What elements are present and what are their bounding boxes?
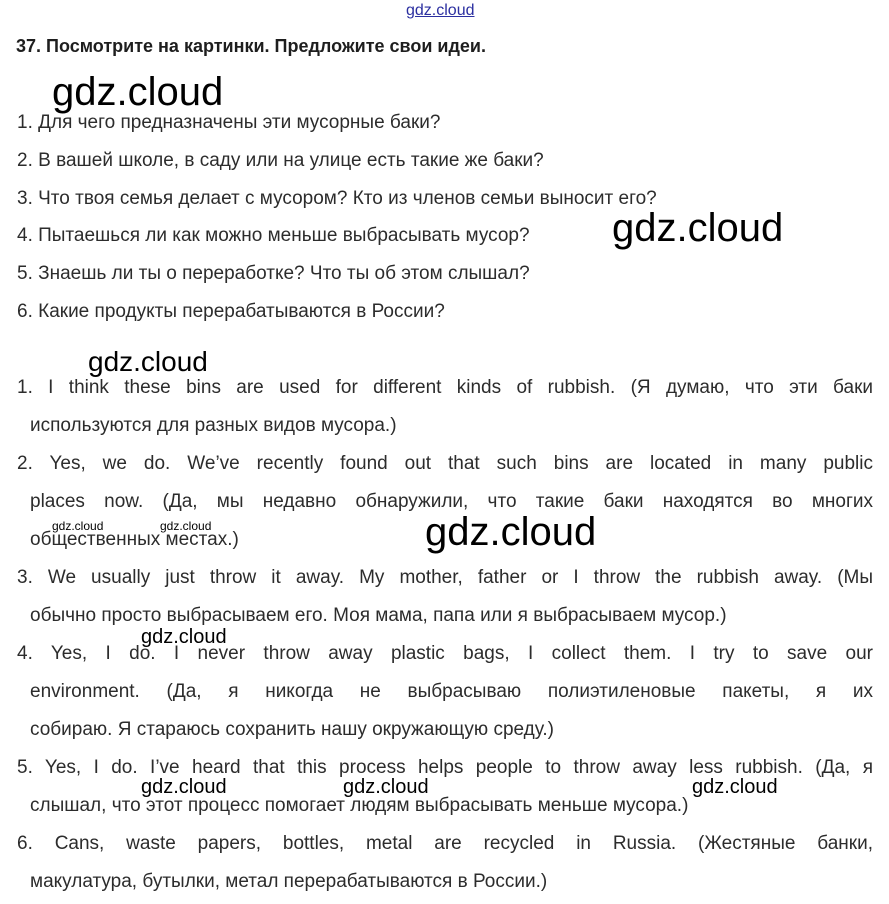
answer-2-line-1: 2. Yes, we do. We’ve recently found out that such bins are located in many public (17, 453, 873, 474)
question-4: 4. Пытаешься ли как можно меньше выбрасывать мусор? (17, 225, 530, 246)
answer-3-line-1: 3. We usually just throw it away. My mother, father or I throw the rubbish away. (Мы (17, 567, 873, 588)
watermark: gdz.cloud (160, 519, 212, 533)
answer-6-line-1: 6. Cans, waste papers, bottles, metal are recycled in Russia. (Жестяные банки, (17, 833, 873, 854)
watermark: gdz.cloud (141, 626, 227, 648)
answer-4-line-3: собираю. Я стараюсь сохранить нашу окружающую среду.) (30, 719, 554, 740)
watermark: gdz.cloud (141, 776, 227, 798)
watermark: gdz.cloud (612, 206, 784, 250)
task-title: 37. Посмотрите на картинки. Предложите свои идеи. (16, 36, 486, 56)
watermark: gdz.cloud (692, 776, 778, 798)
answer-3-line-2: обычно просто выбрасываем его. Моя мама, папа или я выбрасываем мусор.) (30, 605, 727, 626)
question-5: 5. Знаешь ли ты о переработке? Что ты об этом слышал? (17, 263, 530, 284)
answer-5-line-2: слышал, что этот процесс помогает людям выбрасывать меньше мусора.) (30, 795, 689, 816)
answer-1-line-2: используются для разных видов мусора.) (30, 415, 397, 436)
question-3: 3. Что твоя семья делает с мусором? Кто из членов семьи выносит его? (17, 188, 657, 209)
answer-4-line-2: environment. (Да, я никогда не выбрасываю полиэтиленовые пакеты, я их (30, 681, 873, 702)
watermark: gdz.cloud (52, 70, 224, 114)
question-6: 6. Какие продукты перерабатываются в России? (17, 301, 445, 322)
watermark: gdz.cloud (52, 519, 104, 533)
answer-4-line-1: 4. Yes, I do. I never throw away plastic bags, I collect them. I try to save our (17, 643, 873, 664)
question-2: 2. В вашей школе, в саду или на улице есть такие же баки? (17, 150, 544, 171)
watermark: gdz.cloud (343, 776, 429, 798)
answer-2-line-2: places now. (Да, мы недавно обнаружили, что такие баки находятся во многих (30, 491, 873, 512)
watermark: gdz.cloud (425, 510, 597, 554)
site-label-link[interactable]: gdz.cloud (406, 2, 475, 19)
answer-5-line-1: 5. Yes, I do. I’ve heard that this process helps people to throw away less rubbish. (Да, я (17, 757, 873, 778)
answer-2-line-3: общественных местах.) (30, 529, 239, 550)
answer-1-line-1: 1. I think these bins are used for different kinds of rubbish. (Я думаю, что эти баки (17, 377, 873, 398)
watermark: gdz.cloud (88, 346, 208, 377)
question-1: 1. Для чего предназначены эти мусорные баки? (17, 112, 441, 133)
answer-6-line-2: макулатура, бутылки, метал перерабатываются в России.) (30, 871, 548, 892)
